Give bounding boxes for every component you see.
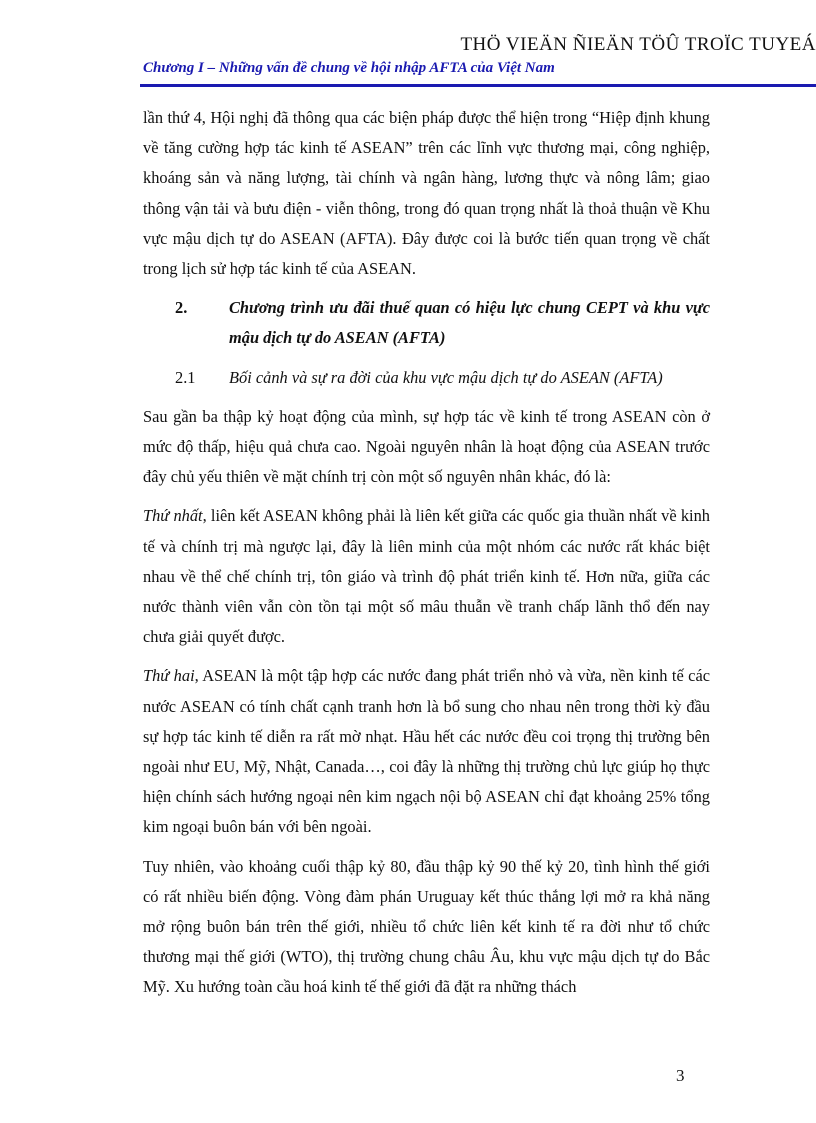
paragraph-second-reason [143,661,710,842]
library-watermark: THÖ VIEÄN ÑIEÄN TÖÛ TROÏC TUYEÁ [460,34,816,55]
page-number: 3 [676,1066,685,1085]
subsection-title: Bối cảnh và sự ra đời của khu vực mậu dịch tự do ASEAN (AFTA) [229,367,663,387]
section-heading-2 [143,293,710,353]
chapter-running-head: Chương I – Những vấn đề chung về hội nhập AFTA của Việt Nam [143,60,555,76]
second-reason-lead: Thứ hai [143,666,195,686]
section-title: Chương trình ưu đãi thuế quan có hiệu lực chung CEPT và khu vực mậu dịch tự do ASEAN (AFTA) [229,298,710,348]
first-reason-text: , liên kết ASEAN không phải là liên kết giữa các quốc gia thuần nhất về kinh tế và chính trị mà ngược lại, đây là liên minh của một nhóm các nước rất khác biệt nhau về thể chế chính trị, tôn giáo và trình độ phát triển kinh tế. Hơn nữa, giữa các nước thành viên vẫn còn tồn tại một số mâu thuẫn về tranh chấp lãnh thổ đến nay chưa giải quyết được. [143,506,710,647]
paragraph-first-reason [143,501,710,652]
paragraph-global-context: Tuy nhiên, vào khoảng cuối thập kỷ 80, đầu thập kỷ 90 thế kỷ 20, tình hình thế giới có rất nhiều biến động. Vòng đàm phán Uruguay kết thúc thắng lợi mở ra khả năng mở rộng buôn bán trên thế giới, nhiều tổ chức liên kết kinh tế ra đời như tổ chức thương mại thế giới (WTO), thị trường chung châu Âu, khu vực mậu dịch tự do Bắc Mỹ. Xu hướng toàn cầu hoá kinh tế thế giới đã đặt ra những thách [143,856,710,997]
subsection-heading-2-1 [143,363,710,393]
page-body [143,103,710,1012]
section-number: 2. [175,298,188,318]
first-reason-lead: Thứ nhất [143,506,203,526]
second-reason-text: , ASEAN là một tập hợp các nước đang phát triển nhỏ và vừa, nền kinh tế các nước ASEAN có tính chất cạnh tranh hơn là bổ sung cho nhau nên trong thời kỳ đầu sự hợp tác kinh tế diễn ra rất mờ nhạt. Hầu hết các nước đều coi trọng thị trường bên ngoài như EU, Mỹ, Nhật, Canada…, coi đây là những thị trường chủ lực giúp họ thực hiện chính sách hướng ngoại nên kim ngạch nội bộ ASEAN chỉ đạt khoảng 25% tổng kim ngoại buôn bán với bên ngoài. [143,666,710,837]
paragraph-background: Sau gần ba thập kỷ hoạt động của mình, sự hợp tác về kinh tế trong ASEAN còn ở mức độ thấp, hiệu quả chưa cao. Ngoài nguyên nhân là hoạt động của ASEAN trước đây chủ yếu thiên về mặt chính trị còn một số nguyên nhân khác, đó là: [143,406,710,487]
subsection-number: 2.1 [175,367,196,387]
paragraph-continuation: lần thứ 4, Hội nghị đã thông qua các biện pháp được thể hiện trong “Hiệp định khung về tăng cường hợp tác kinh tế ASEAN” trên các lĩnh vực thương mại, công nghiệp, khoáng sản và năng lượng, tài chính và ngân hàng, lương thực và nông lâm; giao thông vận tải và bưu điện - viễn thông, trong đó quan trọng nhất là thoả thuận về Khu vực mậu dịch tự do ASEAN (AFTA). Đây được coi là bước tiến quan trọng về chất trong lịch sử hợp tác kinh tế của ASEAN. [143,108,710,279]
header-rule [140,84,816,87]
